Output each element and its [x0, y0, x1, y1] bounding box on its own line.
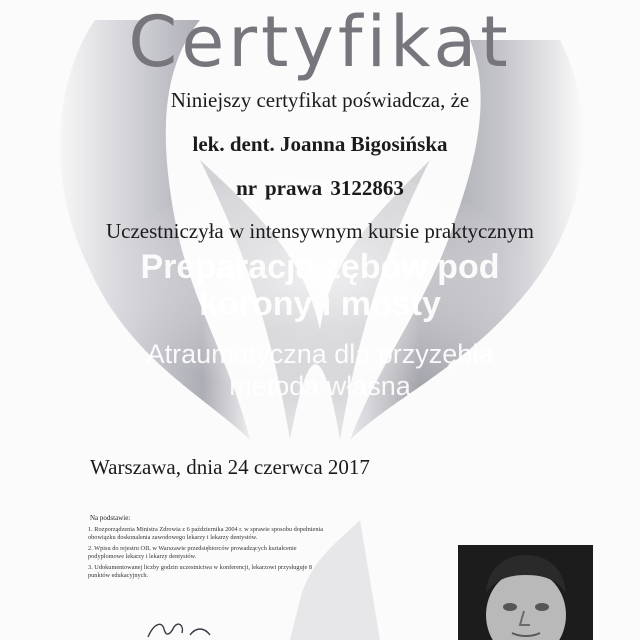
course-subtitle-line1: Atraumatyczna dla przyzębia — [146, 339, 494, 369]
course-title-line2: korony i mosty — [199, 285, 441, 323]
footnote-item: 3. Udokumentowanej liczby godzin uczestnictwa w konferencji, lekarzowi przysługuje 8 punktów edukacyjnych. — [88, 564, 312, 579]
footnote-item: 2. Wpisu do rejestru OIL w Warszawie przedsiębiorców prowadzących kształcenie podyplomowe lekarzy i lekarzy dentystów. — [88, 545, 297, 560]
footnote-item: 1. Rozporządzenia Ministra Zdrowia z 6 października 2004 r. w sprawie sposobu dopełnienia obowiązku doskonalenia zawodowego lekarzy i lekarzy dentystów. — [88, 526, 324, 541]
license-number: nr prawa 3122863 — [236, 176, 404, 200]
course-title-line1: Preparacja zębów pod — [140, 248, 500, 286]
basis-heading: Na podstawie: — [90, 514, 131, 522]
intro-line: Niniejszy certyfikat poświadcza, że — [170, 88, 470, 112]
course-subtitle-line2: metoda własna — [229, 371, 411, 401]
portrait-photo-icon — [458, 545, 593, 640]
certificate-title: Certyfikat — [128, 1, 512, 83]
place-and-date: Warszawa, dnia 24 czerwca 2017 — [90, 455, 370, 479]
recipient-name: lek. dent. Joanna Bigosińska — [192, 132, 448, 156]
footnotes-list — [88, 526, 328, 583]
signature-icon — [140, 615, 260, 640]
participation-line: Uczestniczyła w intensywnym kursie praktycznym — [105, 219, 535, 243]
